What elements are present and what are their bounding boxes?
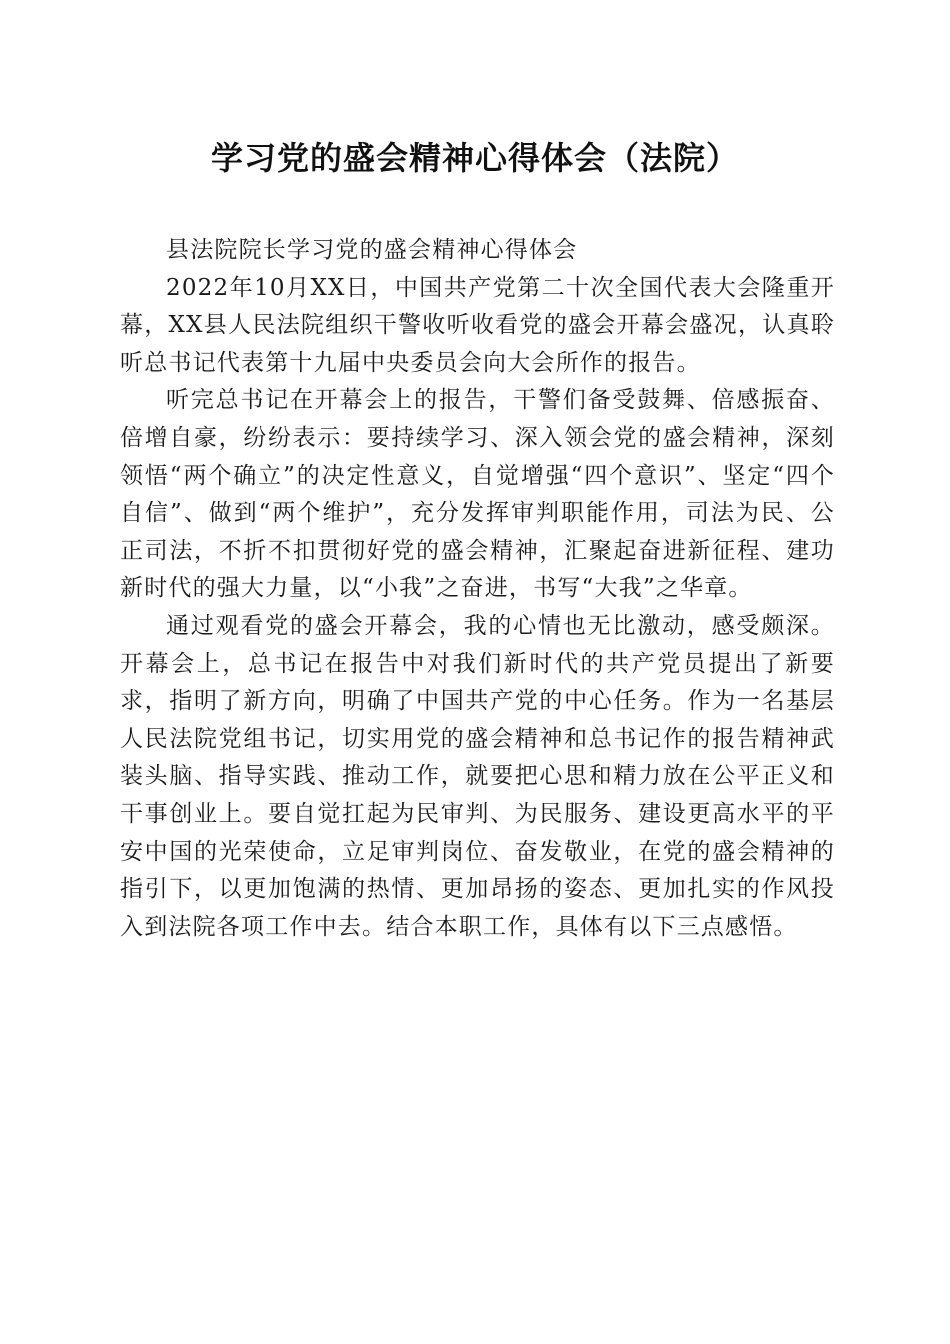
document-title: 学习党的盛会精神心得体会（法院） — [210, 139, 739, 177]
document-body — [120, 232, 835, 946]
paragraph: 通过观看党的盛会开幕会，我的心情也无比激动，感受颇深。开幕会上，总书记在报告中对我们新时代的共产党员提出了新要求，指明了新方向，明确了中国共产党的中心任务。作为一名基层人民法院党组书记，切实用党的盛会精神和总书记作的报告精神武装头脑、指导实践、推动工作，就要把心思和精力放在公平正义和干事创业上。要自觉扛起为民审判、为民服务、建设更高水平的平安中国的光荣使命，立足审判岗位、奋发敬业，在党的盛会精神的指引下，以更加饱满的热情、更加昂扬的姿态、更加扎实的作风投入到法院各项工作中去。结合本职工作，具体有以下三点感悟。 — [120, 612, 835, 940]
paragraph: 2022年10月XX日，中国共产党第二十次全国代表大会隆重开幕，XX县人民法院组织干警收听收看党的盛会开幕会盛况，认真聆听总书记代表第十九届中央委员会向大会所作的报告。 — [120, 274, 835, 376]
paragraph-subtitle: 县法院院长学习党的盛会精神心得体会 — [166, 237, 578, 263]
paragraph: 听完总书记在开幕会上的报告，干警们备受鼓舞、倍感振奋、倍增自豪，纷纷表示：要持续学习、深入领会党的盛会精神，深刻领悟“两个确立”的决定性意义，自觉增强“四个意识”、坚定“四个自信”、做到“两个维护”，充分发挥审判职能作用，司法为民、公正司法，不折不扣贯彻好党的盛会精神，汇聚起奋进新征程、建功新时代的强大力量，以“小我”之奋进，书写“大我”之华章。 — [120, 387, 835, 602]
